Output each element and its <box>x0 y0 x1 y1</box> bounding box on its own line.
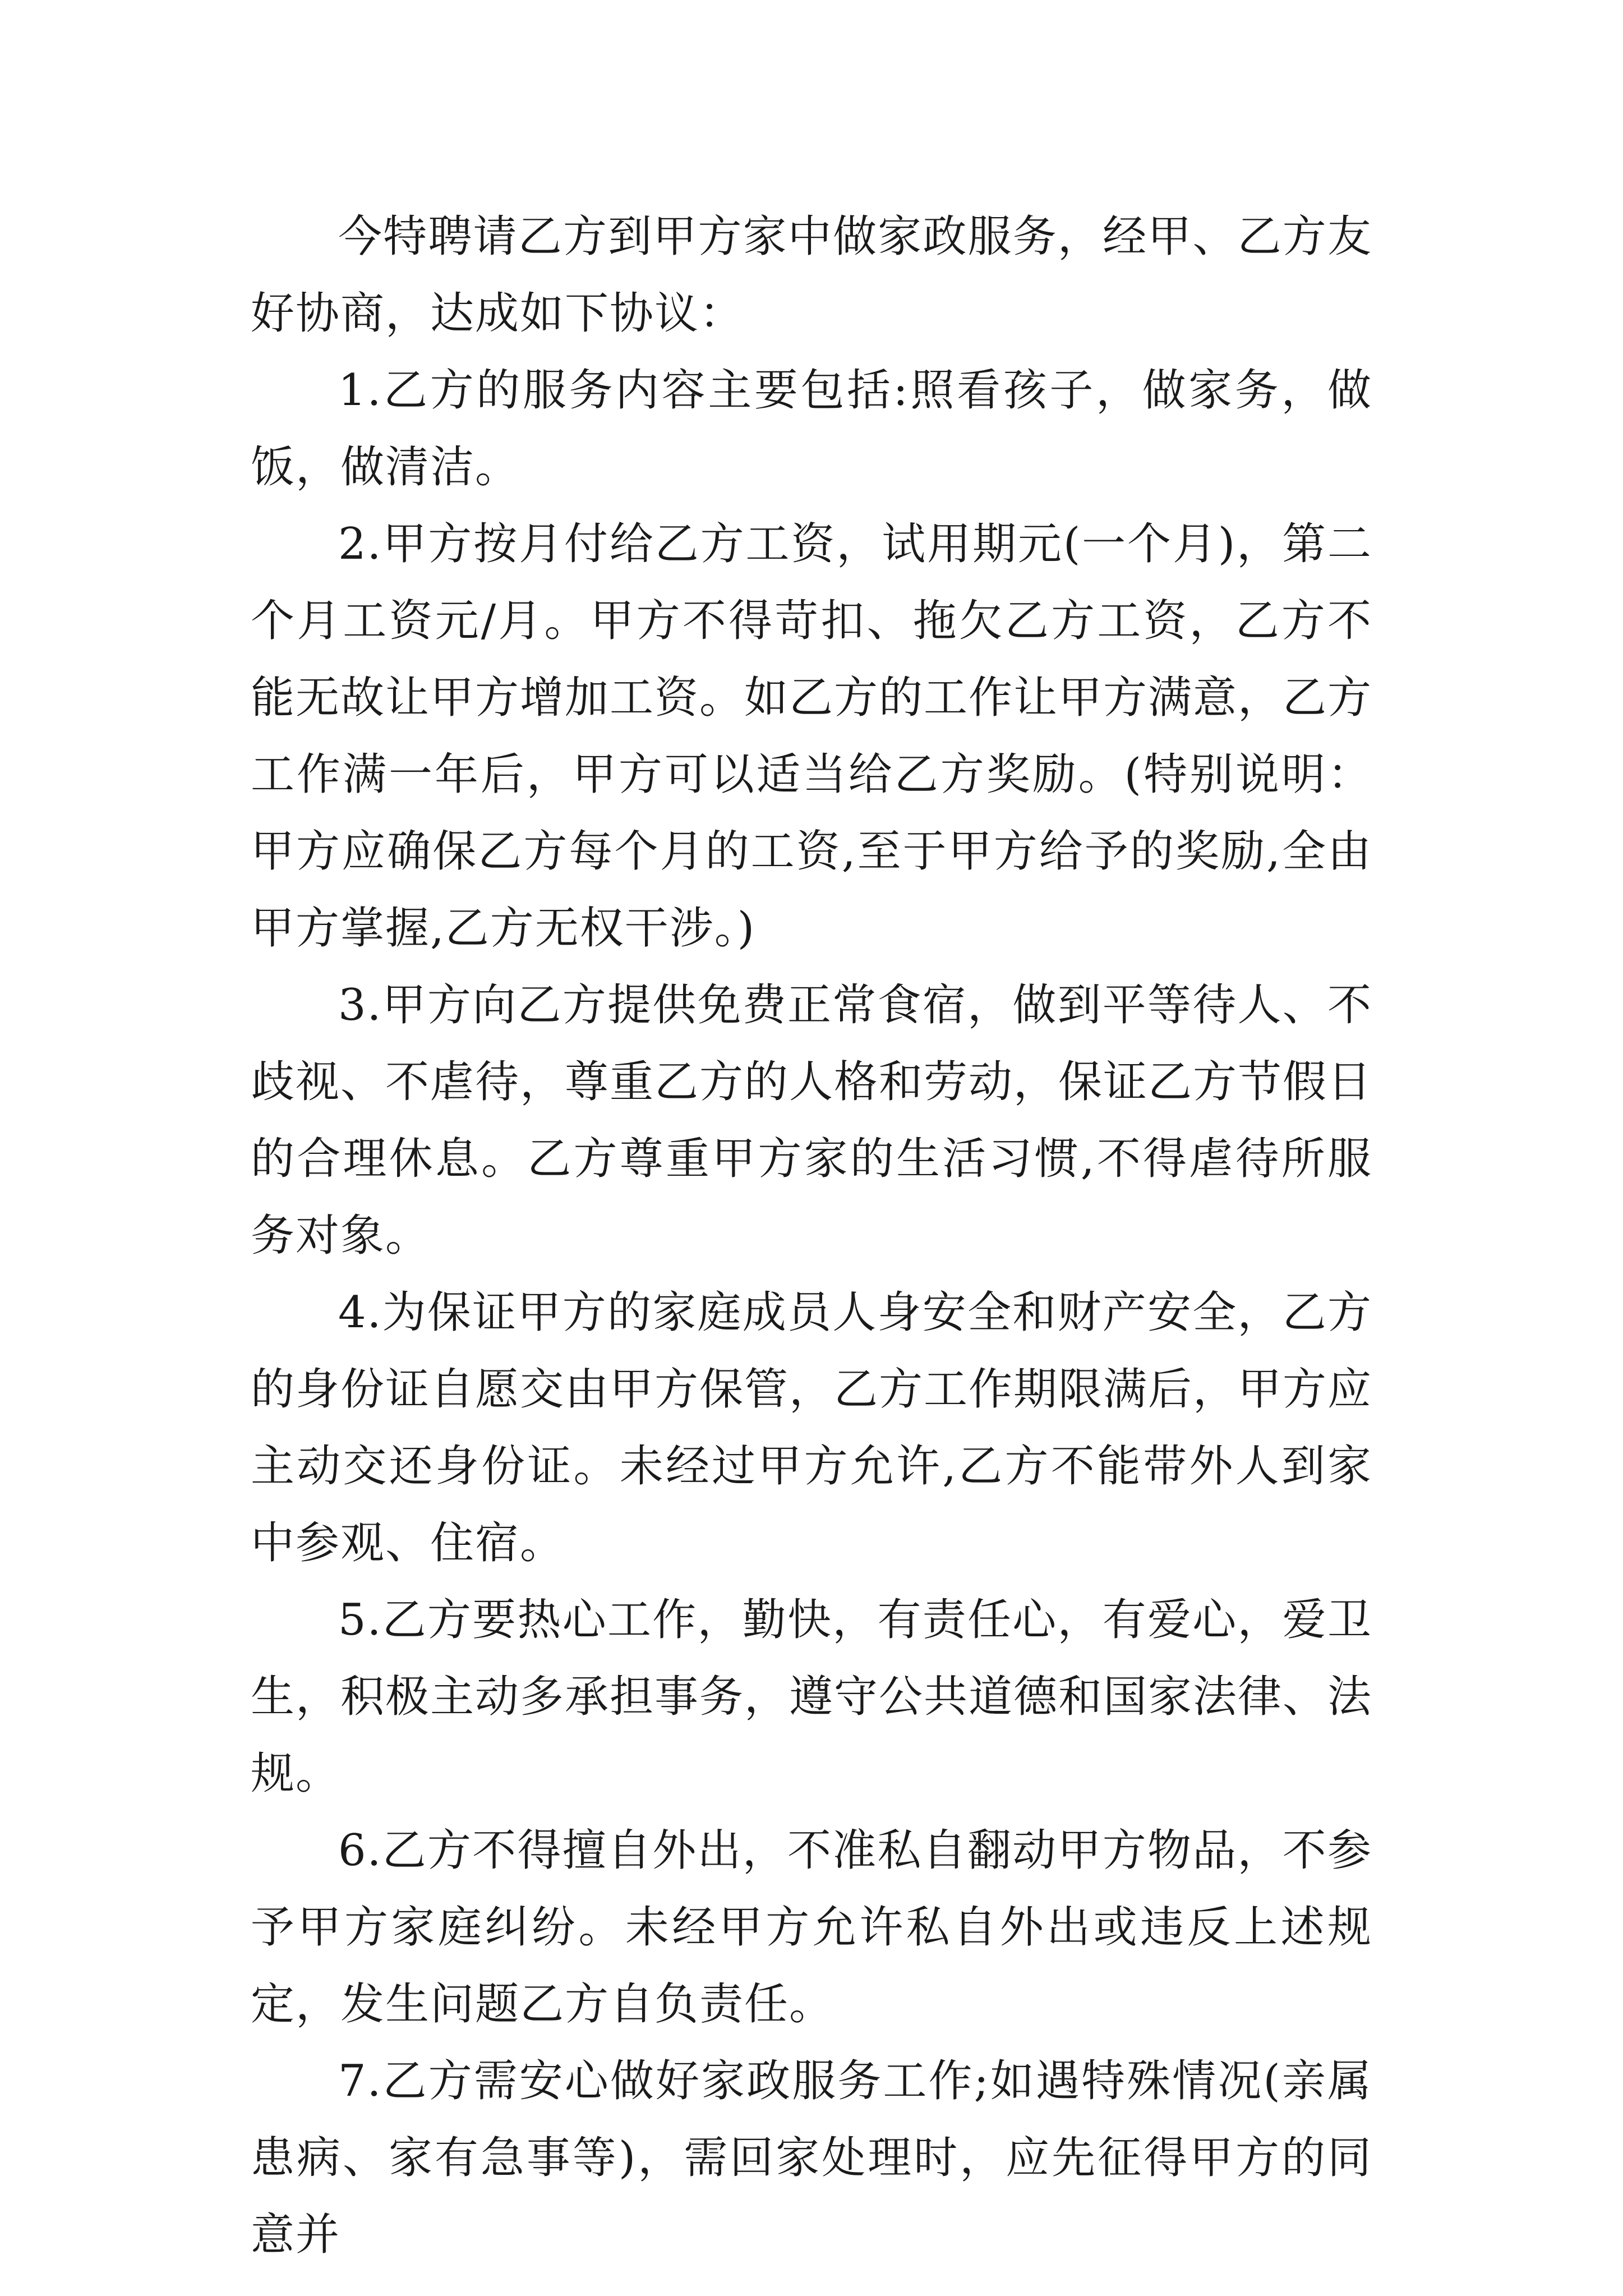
document-body <box>251 199 1372 2274</box>
paragraph-clause-6: 6.乙方不得擅自外出，不准私自翻动甲方物品，不参予甲方家庭纠纷。未经甲方允许私自外出或违反上述规定，发生问题乙方自负责任。 <box>251 1825 1372 2030</box>
paragraph-clause-3: 3.甲方向乙方提供免费正常食宿，做到平等待人、不歧视、不虐待，尊重乙方的人格和劳动，保证乙方节假日的合理休息。乙方尊重甲方家的生活习惯,不得虐待所服务对象。 <box>251 980 1373 1261</box>
paragraph-clause-4: 4.为保证甲方的家庭成员人身安全和财产安全，乙方的身份证自愿交由甲方保管，乙方工作期限满后，甲方应主动交还身份证。未经过甲方允许,乙方不能带外人到家中参观、住宿。 <box>251 1287 1373 1568</box>
paragraph-clause-2: 2.甲方按月付给乙方工资，试用期元(一个月)，第二个月工资元/月。甲方不得苛扣、拖欠乙方工资，乙方不能无故让甲方增加工资。如乙方的工作让甲方满意，乙方工作满一年后，甲方可以适当给乙方奖励。(特别说明：甲方应确保乙方每个月的工资,至于甲方给予的奖励,全由甲方掌握,乙方无权干涉。) <box>251 519 1373 954</box>
paragraph-intro: 今特聘请乙方到甲方家中做家政服务，经甲、乙方友好协商，达成如下协议： <box>251 211 1372 339</box>
paragraph-clause-5: 5.乙方要热心工作，勤快，有责任心，有爱心，爱卫生，积极主动多承担事务，遵守公共道德和国家法律、法规。 <box>251 1595 1373 1799</box>
paragraph-clause-1: 1.乙方的服务内容主要包括:照看孩子，做家务，做饭，做清洁。 <box>251 365 1372 493</box>
paragraph-clause-7: 7.乙方需安心做好家政服务工作;如遇特殊情况(亲属患病、家有急事等)，需回家处理时，应先征得甲方的同意并 <box>251 2056 1372 2260</box>
